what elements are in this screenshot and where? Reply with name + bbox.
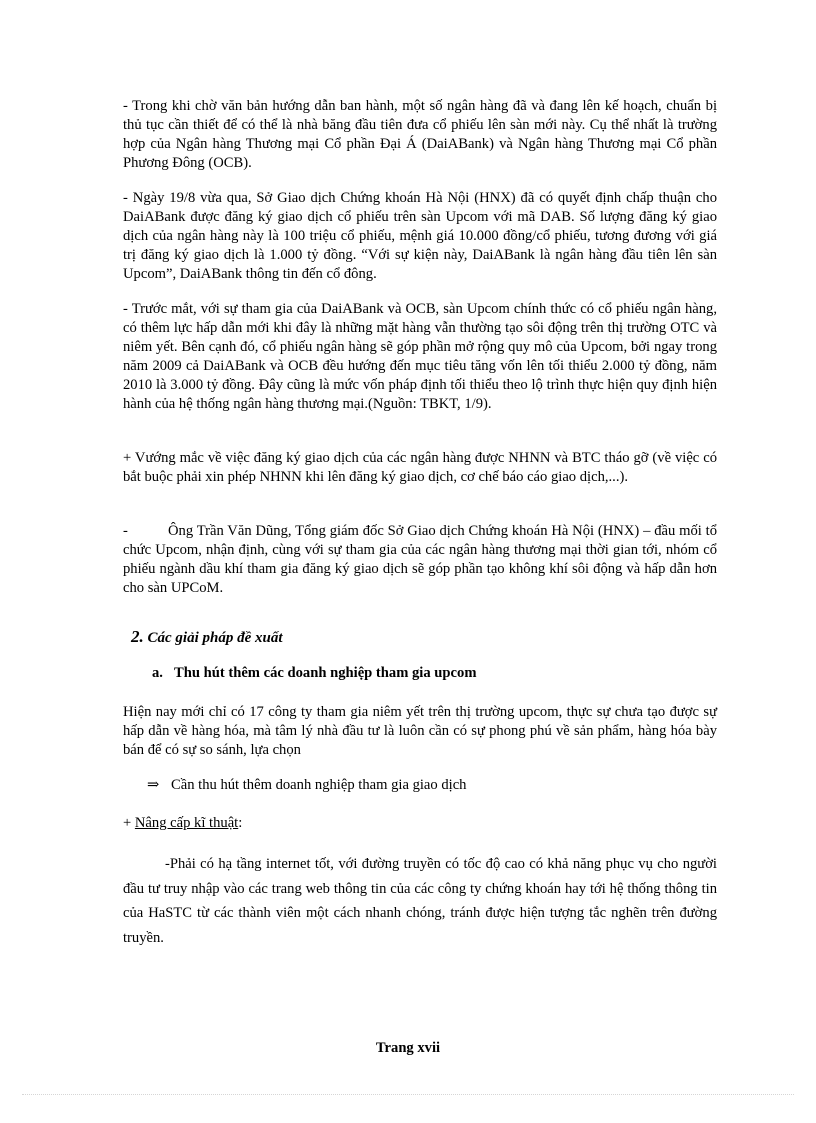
section-title: Các giải pháp đề xuất bbox=[147, 630, 283, 646]
subsection-letter: a. bbox=[152, 665, 163, 681]
paragraph-current-listings: Hiện nay mới chỉ có 17 công ty tham gia niêm yết trên thị trường upcom, thực sự chưa tạo được sự hấp dẫn về hàng hóa, mà tâm lý nhà đầu tư là luôn cần có sự phong phú về sản phẩm, hàng hóa bày bán để có sự so sánh, lựa chọn bbox=[123, 704, 717, 758]
section-heading bbox=[131, 627, 283, 647]
page-edge-divider bbox=[22, 1094, 794, 1095]
technical-upgrade-heading bbox=[123, 814, 242, 833]
paragraph-daiabank-approval: - Ngày 19/8 vừa qua, Sở Giao dịch Chứng khoán Hà Nội (HNX) đã có quyết định chấp thuận cho DaiABank được đăng ký giao dịch cổ phiếu trên sàn Upcom với mã DAB. Số lượng đăng ký giao dịch của ngân hàng này là 100 triệu cổ phiếu, mệnh giá 10.000 đồng/cổ phiếu, tương đương với giá trị đăng ký giao dịch là 1.000 tỷ đồng. “Với sự kiện này, DaiABank là ngân hàng đầu tiên lên sàn Upcom”, DaiABank thông tin đến cổ đông. bbox=[123, 190, 717, 282]
paragraph-hnx-ceo-text: Ông Trần Văn Dũng, Tổng giám đốc Sở Giao dịch Chứng khoán Hà Nội (HNX) – đầu mối tổ chức Upcom, nhận định, cùng với sự tham gia của các ngân hàng thương mại thời gian tới, nhóm cổ phiếu ngành dầu khí tham gia đăng ký giao dịch sẽ góp phần tạo không khí sôi động và hấp dẫn hơn cho sàn UPCoM. bbox=[123, 523, 717, 596]
paragraph-dash: - bbox=[123, 523, 128, 539]
paragraph-hnx-ceo-statement bbox=[123, 522, 717, 598]
paragraph-obstacles-resolved: + Vướng mắc về việc đăng ký giao dịch của các ngân hàng được NHNN và BTC tháo gỡ (về việc có bắt buộc phải xin phép NHNN khi lên đăng ký giao dịch, cơ chế báo cáo giao dịch,...). bbox=[123, 450, 717, 485]
upgrade-title: Nâng cấp kĩ thuật bbox=[134, 815, 239, 831]
paragraph-banks-preparing: - Trong khi chờ văn bản hướng dẫn ban hành, một số ngân hàng đã và đang lên kế hoạch, chuẩn bị thủ tục cần thiết để có thể là nhà băng đầu tiên đưa cổ phiếu lên sàn mới này. Cụ thể nhất là trường hợp của Ngân hàng Thương mại Cổ phần Đại Á (DaiABank) và Ngân hàng Thương mại Cổ phần Phương Đông (OCB). bbox=[123, 98, 717, 171]
implies-arrow-icon: ⇒ bbox=[147, 777, 160, 793]
subsection-title: Thu hút thêm các doanh nghiệp tham gia upcom bbox=[174, 665, 477, 681]
paragraph-bank-shares-upcom: - Trước mắt, với sự tham gia của DaiABank và OCB, sàn Upcom chính thức có cổ phiếu ngân hàng, có thêm lực hấp dẫn mới khi đây là những mặt hàng vẫn thường tạo sôi động trên thị trường OTC và niêm yết. Bên cạnh đó, cổ phiếu ngân hàng sẽ góp phần mở rộng quy mô của Upcom, bởi ngay trong năm 2009 cả DaiABank và OCB đều hướng đến mục tiêu tăng vốn lên tối thiểu 2.000 tỷ đồng, năm 2010 là 3.000 tỷ đồng. Đây cũng là mức vốn pháp định tối thiểu theo lộ trình thực hiện quy định hiện hành của hệ thống ngân hàng thương mại.(Nguồn: TBKT, 1/9). bbox=[123, 301, 717, 412]
paragraph-internet-text: -Phải có hạ tầng internet tốt, với đường truyền có tốc độ cao có khả năng phục vụ cho người đầu tư truy nhập vào các trang web thông tin của các công ty chứng khoán hay tới hệ thống thông tin của HaSTC từ các thành viên một cách nhanh chóng, tránh được hiện tượng tắc nghẽn trên đường truyền. bbox=[123, 856, 717, 946]
page-number: Trang xvii bbox=[375, 1040, 441, 1056]
paragraph-internet-infrastructure bbox=[123, 852, 717, 950]
conclusion-line bbox=[147, 776, 466, 795]
subsection-heading bbox=[152, 665, 476, 682]
conclusion-text: Cần thu hút thêm doanh nghiệp tham gia giao dịch bbox=[171, 777, 467, 793]
section-number: 2. bbox=[131, 627, 144, 646]
upgrade-colon: : bbox=[238, 815, 243, 831]
upgrade-plus: + bbox=[123, 815, 135, 831]
